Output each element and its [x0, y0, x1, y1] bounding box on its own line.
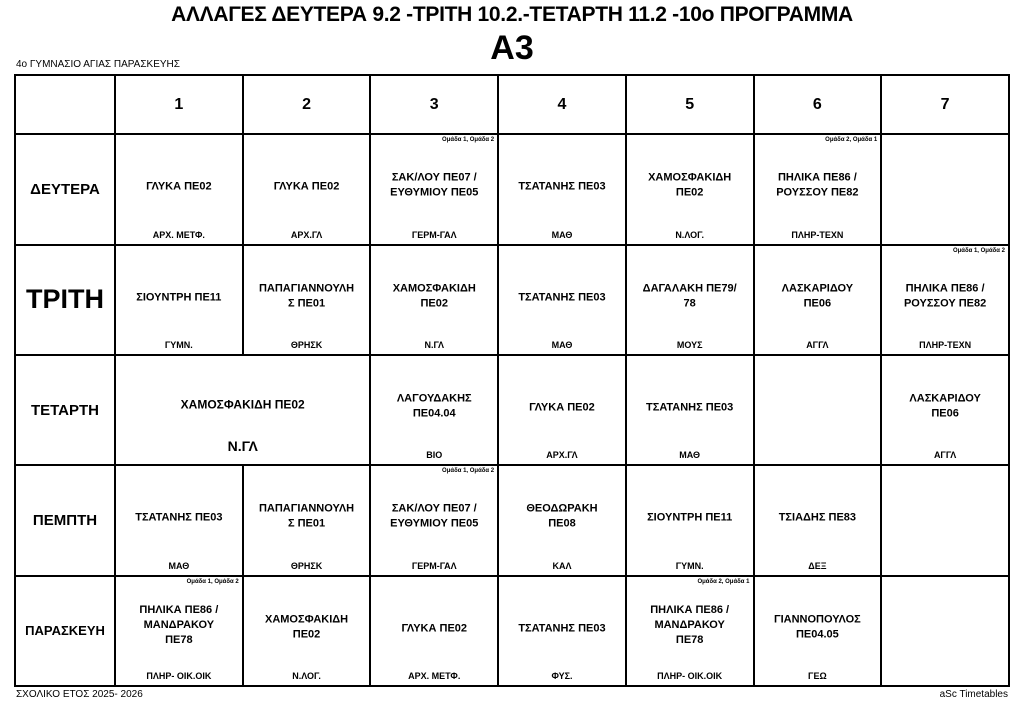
lesson-cell [754, 465, 882, 575]
day-row [15, 245, 1009, 355]
teacher-label: ΣΑΚ/ΛΟΥ ΠΕ07 / ΕΥΘΥΜΙΟΥ ΠΕ05 [390, 502, 479, 530]
subject-label: ΓΕΩ [808, 671, 827, 681]
teacher-label: ΧΑΜΟΣΦΑΚΙΔΗ ΠΕ02 [648, 171, 732, 199]
subject-label: ΘΡΗΣΚ [290, 339, 323, 350]
teacher-label: ΤΣΑΤΑΝΗΣ ΠΕ03 [646, 401, 734, 414]
teacher-label: ΛΑΓΟΥΔΑΚΗΣ ΠΕ04.04 [396, 392, 472, 420]
teacher-label: ΠΑΠΑΓΙΑΝΝΟΥΛΗ Σ ΠΕ01 [258, 282, 355, 310]
subject-label: ΜΑΘ [679, 450, 701, 461]
day-label: ΠΕΜΠΤΗ [15, 465, 115, 575]
teacher-label: ΣΙΟΥΝΤΡΗ ΠΕ11 [136, 291, 222, 304]
subject-label: ΓΕΡΜ-ΓΑΛ [411, 560, 457, 571]
lesson-cell [626, 245, 754, 355]
day-label: ΤΡΙΤΗ [15, 245, 115, 355]
lesson-cell [881, 465, 1009, 575]
lesson-cell [881, 576, 1009, 686]
lesson-cell [370, 245, 498, 355]
subject-label: ΑΡΧ.ΓΛ [290, 229, 323, 240]
teacher-label: ΣΑΚ/ΛΟΥ ΠΕ07 / ΕΥΘΥΜΙΟΥ ΠΕ05 [390, 171, 479, 199]
period-header: 7 [881, 75, 1009, 134]
lesson-cell [370, 134, 498, 244]
lesson-cell [115, 245, 243, 355]
lesson-cell-merged [115, 355, 370, 465]
lesson-cell [115, 576, 243, 686]
subject-label: ΠΛΗΡ- ΟΙΚ.ΟΙΚ [146, 671, 212, 681]
lesson-cell [370, 355, 498, 465]
day-row [15, 576, 1009, 686]
teacher-label: ΓΛΥΚΑ ΠΕ02 [146, 181, 212, 194]
lesson-cell [243, 465, 371, 575]
period-header: 6 [754, 75, 882, 134]
lesson-cell [626, 134, 754, 244]
period-header: 5 [626, 75, 754, 134]
lesson-cell [498, 355, 626, 465]
lesson-cell [754, 355, 882, 465]
teacher-label: ΘΕΟΔΩΡΑΚΗ ΠΕ08 [526, 502, 598, 530]
lesson-cell [754, 245, 882, 355]
period-header-row [15, 75, 1009, 134]
teacher-label: ΧΑΜΟΣΦΑΚΙΔΗ ΠΕ02 [392, 282, 476, 310]
teacher-label: ΔΑΓΑΛΑΚΗ ΠΕ79/ 78 [642, 282, 737, 310]
teacher-label: ΣΙΟΥΝΤΡΗ ΠΕ11 [647, 512, 733, 525]
subject-label: Ν.ΛΟΓ. [292, 671, 321, 681]
teacher-label: ΓΛΥΚΑ ΠΕ02 [401, 622, 468, 635]
teacher-label: ΠΗΛΙΚΑ ΠΕ86 / ΜΑΝΔΡΑΚΟΥ ΠΕ78 [139, 603, 219, 646]
subject-label: ΠΛΗΡ-ΤΕΧΝ [791, 229, 844, 240]
group-label: Ομάδα 1, Ομάδα 2 [186, 578, 239, 585]
subject-label: ΓΥΜΝ. [164, 339, 193, 350]
teacher-label: ΓΛΥΚΑ ΠΕ02 [529, 401, 595, 414]
lesson-cell [881, 134, 1009, 244]
teacher-label: ΠΗΛΙΚΑ ΠΕ86 / ΜΑΝΔΡΑΚΟΥ ΠΕ78 [650, 603, 730, 646]
group-label: Ομάδα 1, Ομάδα 2 [442, 468, 495, 475]
period-header: 1 [115, 75, 243, 134]
group-label: Ομάδα 2, Ομάδα 1 [825, 137, 878, 144]
teacher-label: ΓΙΑΝΝΟΠΟΥΛΟΣ ΠΕ04.05 [773, 613, 861, 641]
lesson-cell [754, 134, 882, 244]
lesson-cell [754, 576, 882, 686]
lesson-cell [243, 245, 371, 355]
lesson-cell [626, 576, 754, 686]
subject-label: ΓΕΡΜ-ΓΑΛ [411, 229, 457, 240]
subject-label: ΘΡΗΣΚ [290, 560, 323, 571]
generator-credit: aSc Timetables [939, 689, 1008, 700]
lesson-cell [498, 134, 626, 244]
lesson-cell [498, 245, 626, 355]
subject-label: ΑΓΓΛ [806, 339, 829, 350]
day-label: ΠΑΡΑΣΚΕΥΗ [15, 576, 115, 686]
period-header: 4 [498, 75, 626, 134]
day-label: ΔΕΥΤΕΡΑ [15, 134, 115, 244]
subject-label: ΠΛΗΡ- ΟΙΚ.ΟΙΚ [657, 671, 723, 681]
subject-label: ΜΑΘ [551, 229, 573, 240]
school-year: ΣΧΟΛΙΚΟ ΕΤΟΣ 2025- 2026 [16, 689, 143, 700]
subject-label: ΒΙΟ [426, 450, 443, 461]
teacher-label: ΧΑΜΟΣΦΑΚΙΔΗ ΠΕ02 [180, 397, 305, 412]
group-label: Ομάδα 2, Ομάδα 1 [697, 578, 750, 585]
teacher-label: ΤΣΑΤΑΝΗΣ ΠΕ03 [518, 291, 606, 304]
lesson-cell [498, 465, 626, 575]
period-header: 2 [243, 75, 371, 134]
class-name: Α3 [490, 29, 534, 67]
lesson-cell [498, 576, 626, 686]
teacher-label: ΠΗΛΙΚΑ ΠΕ86 / ΡΟΥΣΣΟΥ ΠΕ82 [776, 171, 859, 199]
teacher-label: ΠΑΠΑΓΙΑΝΝΟΥΛΗ Σ ΠΕ01 [258, 502, 355, 530]
subject-label: ΠΛΗΡ-ΤΕΧΝ [919, 339, 972, 350]
teacher-label: ΤΣΙΑΔΗΣ ΠΕ83 [778, 512, 857, 525]
subject-label: ΑΡΧ.ΓΛ [546, 450, 578, 461]
group-label: Ομάδα 1, Ομάδα 2 [442, 137, 495, 144]
lesson-cell [626, 465, 754, 575]
teacher-label: ΠΗΛΙΚΑ ΠΕ86 / ΡΟΥΣΣΟΥ ΠΕ82 [903, 282, 987, 310]
group-label: Ομάδα 1, Ομάδα 2 [952, 247, 1005, 254]
school-name: 4ο ΓΥΜΝΑΣΙΟ ΑΓΙΑΣ ΠΑΡΑΣΚΕΥΗΣ [16, 59, 180, 70]
subject-label: Ν.ΓΛ [227, 438, 258, 455]
teacher-label: ΤΣΑΤΑΝΗΣ ΠΕ03 [135, 512, 223, 525]
day-row [15, 134, 1009, 244]
lesson-cell [370, 465, 498, 575]
subject-label: ΓΥΜΝ. [675, 560, 704, 571]
lesson-cell [115, 465, 243, 575]
teacher-label: ΤΣΑΤΑΝΗΣ ΠΕ03 [518, 622, 606, 635]
subject-label: ΑΓΓΛ [933, 450, 957, 461]
subject-label: ΔΕΞ [808, 560, 827, 571]
period-header: 3 [370, 75, 498, 134]
timetable [14, 74, 1010, 687]
subject-label: ΑΡΧ. ΜΕΤΦ. [408, 671, 461, 681]
teacher-label: ΛΑΣΚΑΡΙΔΟΥ ΠΕ06 [909, 392, 981, 420]
teacher-label: ΓΛΥΚΑ ΠΕ02 [273, 181, 340, 194]
lesson-cell [881, 245, 1009, 355]
subject-label: ΜΑΘ [551, 339, 573, 350]
subject-label: ΚΑΛ [552, 560, 572, 571]
corner-cell [15, 75, 115, 134]
day-row [15, 355, 1009, 465]
subject-label: ΦΥΣ. [551, 671, 573, 681]
subject-label: Ν.ΓΛ [424, 339, 444, 350]
subject-label: ΜΑΘ [168, 560, 190, 571]
teacher-label: ΛΑΣΚΑΡΙΔΟΥ ΠΕ06 [781, 282, 854, 310]
lesson-cell [370, 576, 498, 686]
teacher-label: ΤΣΑΤΑΝΗΣ ΠΕ03 [518, 181, 606, 194]
lesson-cell [243, 576, 371, 686]
lesson-cell [626, 355, 754, 465]
subject-label: ΜΟΥΣ [676, 339, 703, 350]
lesson-cell [115, 134, 243, 244]
day-row [15, 465, 1009, 575]
subject-label: Ν.ΛΟΓ. [675, 229, 704, 240]
lesson-cell [243, 134, 371, 244]
lesson-cell [881, 355, 1009, 465]
teacher-label: ΧΑΜΟΣΦΑΚΙΔΗ ΠΕ02 [264, 613, 349, 641]
day-label: ΤΕΤΑΡΤΗ [15, 355, 115, 465]
subject-label: ΑΡΧ. ΜΕΤΦ. [152, 229, 205, 240]
page-title: ΑΛΛΑΓΕΣ ΔΕΥΤΕΡΑ 9.2 -ΤΡΙΤΗ 10.2.-ΤΕΤΑΡΤΗ 11.2 -10ο ΠΡΟΓΡΑΜΜΑ [171, 3, 853, 26]
